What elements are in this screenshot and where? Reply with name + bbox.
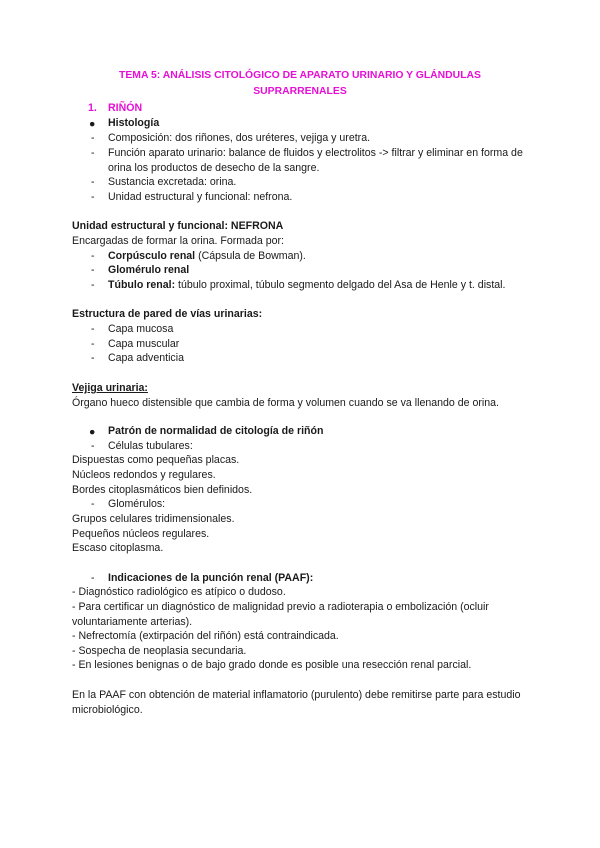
list-item: Unidad estructural y funcional: nefrona. (108, 191, 293, 203)
document-title: TEMA 5: ANÁLISIS CITOLÓGICO DE APARATO URINARIO Y GLÁNDULAS SUPRARRENALES (119, 70, 481, 97)
text-line: Grupos celulares tridimensionales. (72, 513, 235, 525)
dash-icon: - (91, 176, 95, 188)
bullet-icon: ● (89, 426, 96, 438)
section-number: 1. (88, 102, 97, 114)
nefrona-heading: Unidad estructural y funcional: NEFRONA (72, 220, 284, 232)
dash-icon: - (91, 132, 95, 144)
list-item: Composición: dos riñones, dos uréteres, vejiga y uretra. (108, 132, 371, 144)
text-line: Núcleos redondos y regulares. (72, 469, 216, 481)
dash-icon: - (91, 338, 95, 350)
histologia-heading: Histología (108, 117, 160, 129)
section-title: RIÑÓN (108, 102, 143, 114)
dash-icon: - (91, 191, 95, 203)
dash-icon: - (91, 264, 95, 276)
text-line: - En lesiones benignas o de bajo grado donde es posible una resección renal parcial. (72, 659, 472, 671)
text-line: - Diagnóstico radiológico es atípico o dudoso. (72, 586, 286, 598)
text-line: Pequeños núcleos regulares. (72, 528, 210, 540)
dash-icon: - (91, 279, 95, 291)
dash-icon: - (91, 352, 95, 364)
text-line: Bordes citoplasmáticos bien definidos. (72, 484, 253, 496)
text-line: - Para certificar un diagnóstico de malignidad previo a radioterapia o embolización (ocluir voluntariamente arterias). (72, 601, 489, 628)
closing-paragraph: En la PAAF con obtención de material inflamatorio (purulento) debe remitirse parte para estudio microbiológico. (72, 689, 521, 716)
text-line: Escaso citoplasma. (72, 542, 164, 554)
vejiga-heading: Vejiga urinaria: (72, 382, 148, 394)
dash-icon: - (91, 572, 95, 584)
patron-heading: Patrón de normalidad de citología de riñón (108, 425, 324, 437)
tubulares-label: Células tubulares: (108, 440, 193, 452)
text-line: - Nefrectomía (extirpación del riñón) está contraindicada. (72, 630, 339, 642)
list-item: Capa adventicia (108, 352, 184, 364)
text-line: - Sospecha de neoplasia secundaria. (72, 645, 247, 657)
bullet-icon: ● (89, 118, 96, 130)
list-item: Capa muscular (108, 338, 180, 350)
paaf-heading: Indicaciones de la punción renal (PAAF): (108, 572, 314, 584)
vejiga-text: Órgano hueco distensible que cambia de forma y volumen cuando se va llenando de orina. (72, 397, 499, 409)
dash-icon: - (91, 440, 95, 452)
pared-heading: Estructura de pared de vías urinarias: (72, 308, 263, 320)
dash-icon: - (91, 498, 95, 510)
dash-icon: - (91, 323, 95, 335)
dash-icon: - (91, 250, 95, 262)
list-item: Corpúsculo renal (Cápsula de Bowman). (108, 250, 306, 262)
nefrona-intro: Encargadas de formar la orina. Formada por: (72, 235, 284, 247)
list-item: Capa mucosa (108, 323, 174, 335)
list-item: Función aparato urinario: balance de fluidos y electrolitos -> filtrar y eliminar en forma de orina los productos de desecho de la sangre. (108, 147, 523, 174)
dash-icon: - (91, 147, 95, 159)
list-item: Túbulo renal: túbulo proximal, túbulo segmento delgado del Asa de Henle y t. distal. (108, 279, 506, 291)
glomerulos-label: Glomérulos: (108, 498, 166, 510)
list-item: Glomérulo renal (108, 264, 190, 276)
text-line: Dispuestas como pequeñas placas. (72, 454, 240, 466)
list-item: Sustancia excretada: orina. (108, 176, 237, 188)
